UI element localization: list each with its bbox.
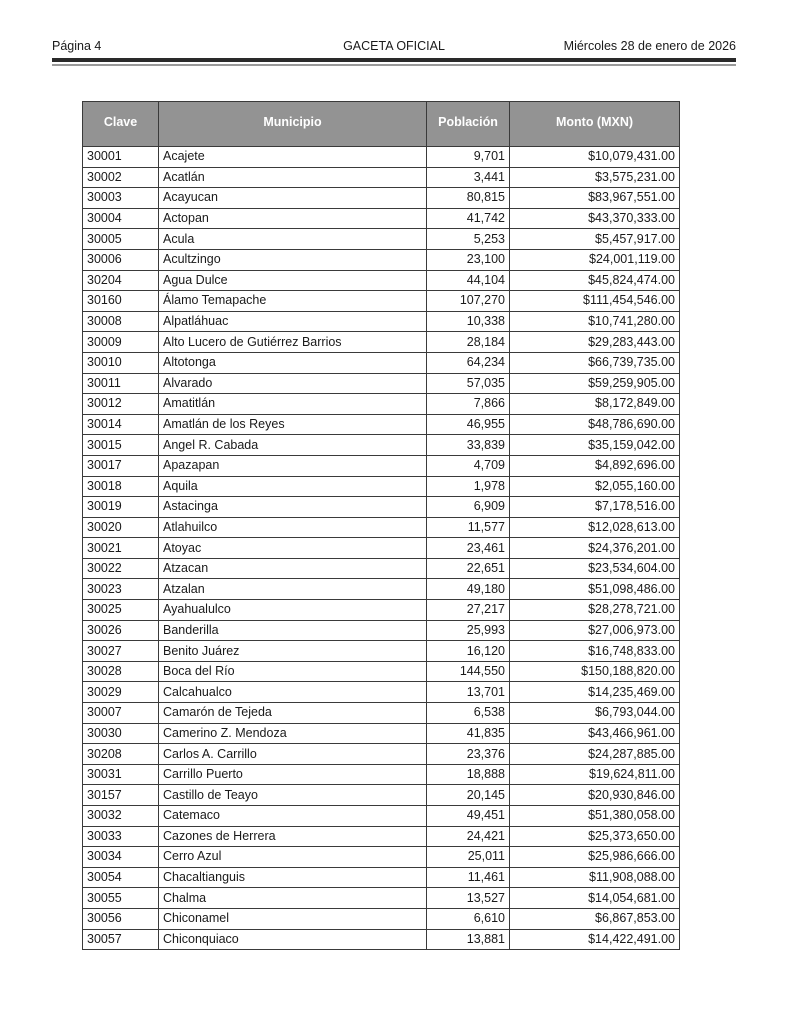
column-header-clave: Clave: [83, 102, 159, 147]
clave-cell: 30034: [83, 847, 159, 868]
clave-cell: 30004: [83, 208, 159, 229]
clave-cell: 30002: [83, 167, 159, 188]
table-row: [83, 414, 680, 435]
municipio-cell: Apazapan: [159, 455, 427, 476]
table-row: [83, 352, 680, 373]
municipio-cell: Calcahualco: [159, 682, 427, 703]
table-row: [83, 229, 680, 250]
table-row: [83, 867, 680, 888]
monto-cell: $12,028,613.00: [510, 517, 680, 538]
municipio-cell: Angel R. Cabada: [159, 435, 427, 456]
monto-cell: $6,793,044.00: [510, 703, 680, 724]
monto-cell: $10,079,431.00: [510, 147, 680, 168]
clave-cell: 30160: [83, 291, 159, 312]
poblacion-cell: 11,577: [427, 517, 510, 538]
poblacion-cell: 23,100: [427, 249, 510, 270]
clave-cell: 30057: [83, 929, 159, 950]
header-divider-thick: [52, 58, 736, 62]
table-row: [83, 249, 680, 270]
poblacion-cell: 23,461: [427, 538, 510, 559]
clave-cell: 30021: [83, 538, 159, 559]
municipio-cell: Amatlán de los Reyes: [159, 414, 427, 435]
monto-cell: $48,786,690.00: [510, 414, 680, 435]
clave-cell: 30157: [83, 785, 159, 806]
clave-cell: 30014: [83, 414, 159, 435]
municipio-cell: Acula: [159, 229, 427, 250]
municipio-cell: Chacaltianguis: [159, 867, 427, 888]
poblacion-cell: 28,184: [427, 332, 510, 353]
municipio-cell: Cerro Azul: [159, 847, 427, 868]
poblacion-cell: 25,011: [427, 847, 510, 868]
clave-cell: 30005: [83, 229, 159, 250]
monto-cell: $25,373,650.00: [510, 826, 680, 847]
poblacion-cell: 18,888: [427, 764, 510, 785]
clave-cell: 30009: [83, 332, 159, 353]
municipio-cell: Agua Dulce: [159, 270, 427, 291]
monto-cell: $24,001,119.00: [510, 249, 680, 270]
table-row: [83, 826, 680, 847]
table-row: [83, 847, 680, 868]
clave-cell: 30026: [83, 620, 159, 641]
municipio-cell: Aquila: [159, 476, 427, 497]
municipio-cell: Camarón de Tejeda: [159, 703, 427, 724]
poblacion-cell: 13,701: [427, 682, 510, 703]
poblacion-cell: 46,955: [427, 414, 510, 435]
poblacion-cell: 3,441: [427, 167, 510, 188]
municipio-cell: Acatlán: [159, 167, 427, 188]
table-row: [83, 661, 680, 682]
monto-cell: $24,376,201.00: [510, 538, 680, 559]
municipio-cell: Acajete: [159, 147, 427, 168]
table-row: [83, 394, 680, 415]
municipio-cell: Ayahualulco: [159, 600, 427, 621]
municipio-cell: Atlahuilco: [159, 517, 427, 538]
municipio-cell: Álamo Temapache: [159, 291, 427, 312]
poblacion-cell: 23,376: [427, 744, 510, 765]
municipio-cell: Alvarado: [159, 373, 427, 394]
publication-title: GACETA OFICIAL: [343, 39, 445, 53]
clave-cell: 30006: [83, 249, 159, 270]
monto-cell: $10,741,280.00: [510, 311, 680, 332]
table-row: [83, 558, 680, 579]
municipio-cell: Amatitlán: [159, 394, 427, 415]
table-row: [83, 744, 680, 765]
clave-cell: 30019: [83, 497, 159, 518]
poblacion-cell: 144,550: [427, 661, 510, 682]
clave-cell: 30012: [83, 394, 159, 415]
municipio-cell: Atoyac: [159, 538, 427, 559]
poblacion-cell: 64,234: [427, 352, 510, 373]
poblacion-cell: 6,538: [427, 703, 510, 724]
clave-cell: 30029: [83, 682, 159, 703]
municipality-table: [82, 101, 680, 950]
monto-cell: $28,278,721.00: [510, 600, 680, 621]
table-row: [83, 908, 680, 929]
municipio-cell: Altotonga: [159, 352, 427, 373]
table-header-row: [83, 102, 680, 147]
poblacion-cell: 1,978: [427, 476, 510, 497]
page-header: [52, 39, 736, 57]
poblacion-cell: 4,709: [427, 455, 510, 476]
monto-cell: $11,908,088.00: [510, 867, 680, 888]
poblacion-cell: 11,461: [427, 867, 510, 888]
monto-cell: $20,930,846.00: [510, 785, 680, 806]
monto-cell: $29,283,443.00: [510, 332, 680, 353]
clave-cell: 30020: [83, 517, 159, 538]
poblacion-cell: 22,651: [427, 558, 510, 579]
municipio-cell: Carlos A. Carrillo: [159, 744, 427, 765]
municipio-cell: Acayucan: [159, 188, 427, 209]
poblacion-cell: 16,120: [427, 641, 510, 662]
poblacion-cell: 7,866: [427, 394, 510, 415]
clave-cell: 30054: [83, 867, 159, 888]
table-row: [83, 270, 680, 291]
table-row: [83, 764, 680, 785]
monto-cell: $8,172,849.00: [510, 394, 680, 415]
municipio-cell: Astacinga: [159, 497, 427, 518]
table-row: [83, 929, 680, 950]
monto-cell: $23,534,604.00: [510, 558, 680, 579]
clave-cell: 30027: [83, 641, 159, 662]
monto-cell: $66,739,735.00: [510, 352, 680, 373]
monto-cell: $43,370,333.00: [510, 208, 680, 229]
table-row: [83, 373, 680, 394]
poblacion-cell: 27,217: [427, 600, 510, 621]
poblacion-cell: 44,104: [427, 270, 510, 291]
monto-cell: $6,867,853.00: [510, 908, 680, 929]
monto-cell: $45,824,474.00: [510, 270, 680, 291]
poblacion-cell: 49,451: [427, 806, 510, 827]
table-row: [83, 579, 680, 600]
column-header-poblacion: Población: [427, 102, 510, 147]
monto-cell: $14,235,469.00: [510, 682, 680, 703]
poblacion-cell: 25,993: [427, 620, 510, 641]
table-row: [83, 188, 680, 209]
clave-cell: 30055: [83, 888, 159, 909]
monto-cell: $19,624,811.00: [510, 764, 680, 785]
monto-cell: $2,055,160.00: [510, 476, 680, 497]
monto-cell: $24,287,885.00: [510, 744, 680, 765]
poblacion-cell: 20,145: [427, 785, 510, 806]
municipio-cell: Atzalan: [159, 579, 427, 600]
table-body: [83, 147, 680, 950]
table-row: [83, 332, 680, 353]
monto-cell: $16,748,833.00: [510, 641, 680, 662]
poblacion-cell: 57,035: [427, 373, 510, 394]
table-row: [83, 311, 680, 332]
monto-cell: $150,188,820.00: [510, 661, 680, 682]
monto-cell: $111,454,546.00: [510, 291, 680, 312]
table-row: [83, 147, 680, 168]
table-row: [83, 620, 680, 641]
monto-cell: $14,054,681.00: [510, 888, 680, 909]
table-row: [83, 476, 680, 497]
poblacion-cell: 13,881: [427, 929, 510, 950]
publication-date: Miércoles 28 de enero de 2026: [563, 39, 736, 53]
municipio-cell: Actopan: [159, 208, 427, 229]
table-row: [83, 435, 680, 456]
monto-cell: $83,967,551.00: [510, 188, 680, 209]
clave-cell: 30056: [83, 908, 159, 929]
clave-cell: 30017: [83, 455, 159, 476]
poblacion-cell: 107,270: [427, 291, 510, 312]
municipio-cell: Alto Lucero de Gutiérrez Barrios: [159, 332, 427, 353]
municipio-cell: Alpatláhuac: [159, 311, 427, 332]
clave-cell: 30204: [83, 270, 159, 291]
monto-cell: $5,457,917.00: [510, 229, 680, 250]
clave-cell: 30033: [83, 826, 159, 847]
clave-cell: 30025: [83, 600, 159, 621]
table-row: [83, 888, 680, 909]
clave-cell: 30011: [83, 373, 159, 394]
municipio-cell: Chiconquiaco: [159, 929, 427, 950]
table-row: [83, 682, 680, 703]
clave-cell: 30031: [83, 764, 159, 785]
table-row: [83, 497, 680, 518]
municipio-cell: Atzacan: [159, 558, 427, 579]
poblacion-cell: 80,815: [427, 188, 510, 209]
monto-cell: $7,178,516.00: [510, 497, 680, 518]
clave-cell: 30008: [83, 311, 159, 332]
clave-cell: 30001: [83, 147, 159, 168]
table-row: [83, 538, 680, 559]
table-row: [83, 641, 680, 662]
monto-cell: $27,006,973.00: [510, 620, 680, 641]
poblacion-cell: 13,527: [427, 888, 510, 909]
monto-cell: $3,575,231.00: [510, 167, 680, 188]
column-header-monto: Monto (MXN): [510, 102, 680, 147]
clave-cell: 30022: [83, 558, 159, 579]
page-number: Página 4: [52, 39, 102, 53]
municipio-cell: Chiconamel: [159, 908, 427, 929]
clave-cell: 30023: [83, 579, 159, 600]
table-row: [83, 785, 680, 806]
header-divider-thin: [52, 64, 736, 66]
municipio-cell: Carrillo Puerto: [159, 764, 427, 785]
monto-cell: $43,466,961.00: [510, 723, 680, 744]
clave-cell: 30028: [83, 661, 159, 682]
table-row: [83, 806, 680, 827]
monto-cell: $51,098,486.00: [510, 579, 680, 600]
monto-cell: $51,380,058.00: [510, 806, 680, 827]
table-row: [83, 517, 680, 538]
clave-cell: 30018: [83, 476, 159, 497]
clave-cell: 30030: [83, 723, 159, 744]
clave-cell: 30003: [83, 188, 159, 209]
table-row: [83, 703, 680, 724]
table-row: [83, 723, 680, 744]
municipio-cell: Catemaco: [159, 806, 427, 827]
table-row: [83, 208, 680, 229]
municipio-cell: Benito Juárez: [159, 641, 427, 662]
municipio-cell: Boca del Río: [159, 661, 427, 682]
municipio-cell: Acultzingo: [159, 249, 427, 270]
clave-cell: 30032: [83, 806, 159, 827]
poblacion-cell: 49,180: [427, 579, 510, 600]
poblacion-cell: 41,835: [427, 723, 510, 744]
poblacion-cell: 6,909: [427, 497, 510, 518]
monto-cell: $25,986,666.00: [510, 847, 680, 868]
monto-cell: $14,422,491.00: [510, 929, 680, 950]
clave-cell: 30010: [83, 352, 159, 373]
poblacion-cell: 6,610: [427, 908, 510, 929]
clave-cell: 30007: [83, 703, 159, 724]
poblacion-cell: 9,701: [427, 147, 510, 168]
table-row: [83, 600, 680, 621]
monto-cell: $59,259,905.00: [510, 373, 680, 394]
monto-cell: $35,159,042.00: [510, 435, 680, 456]
table-row: [83, 455, 680, 476]
table-row: [83, 167, 680, 188]
municipio-cell: Cazones de Herrera: [159, 826, 427, 847]
column-header-municipio: Municipio: [159, 102, 427, 147]
poblacion-cell: 5,253: [427, 229, 510, 250]
monto-cell: $4,892,696.00: [510, 455, 680, 476]
poblacion-cell: 24,421: [427, 826, 510, 847]
poblacion-cell: 10,338: [427, 311, 510, 332]
municipio-cell: Camerino Z. Mendoza: [159, 723, 427, 744]
poblacion-cell: 41,742: [427, 208, 510, 229]
municipio-cell: Banderilla: [159, 620, 427, 641]
clave-cell: 30208: [83, 744, 159, 765]
table-row: [83, 291, 680, 312]
municipio-cell: Chalma: [159, 888, 427, 909]
clave-cell: 30015: [83, 435, 159, 456]
poblacion-cell: 33,839: [427, 435, 510, 456]
municipio-cell: Castillo de Teayo: [159, 785, 427, 806]
